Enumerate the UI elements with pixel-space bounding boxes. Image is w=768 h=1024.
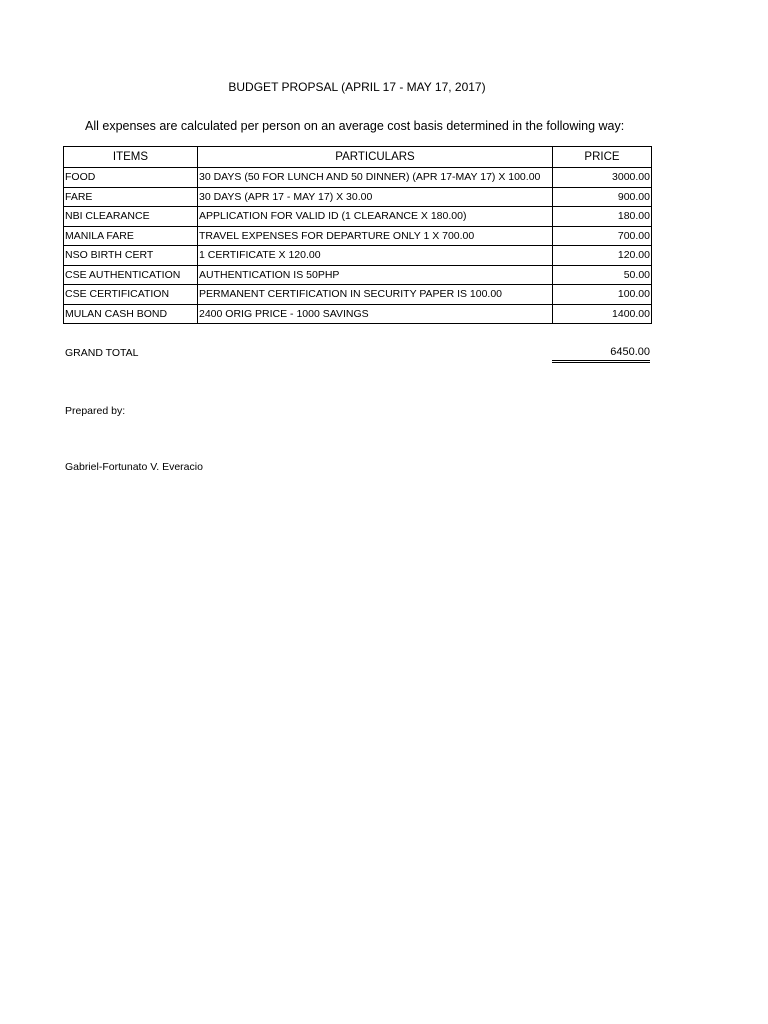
particulars-cell: AUTHENTICATION IS 50PHP — [198, 265, 553, 285]
table-row — [64, 265, 652, 285]
table-row — [64, 207, 652, 227]
particulars-cell: 30 DAYS (50 FOR LUNCH AND 50 DINNER) (APR 17-MAY 17) X 100.00 — [198, 168, 553, 188]
prepared-by-label: Prepared by: — [65, 405, 126, 417]
item-cell: NBI CLEARANCE — [64, 207, 198, 227]
item-cell: NSO BIRTH CERT — [64, 246, 198, 266]
price-cell: 3000.00 — [553, 168, 652, 188]
header-items: ITEMS — [64, 147, 198, 168]
table-row — [64, 168, 652, 188]
particulars-cell: APPLICATION FOR VALID ID (1 CLEARANCE X 180.00) — [198, 207, 553, 227]
particulars-cell: 30 DAYS (APR 17 - MAY 17) X 30.00 — [198, 187, 553, 207]
price-cell: 1400.00 — [553, 304, 652, 324]
preparer-name: Gabriel-Fortunato V. Everacio — [65, 461, 203, 473]
document-title: BUDGET PROPSAL (APRIL 17 - MAY 17, 2017) — [228, 80, 486, 94]
price-cell: 180.00 — [553, 207, 652, 227]
particulars-cell: 2400 ORIG PRICE - 1000 SAVINGS — [198, 304, 553, 324]
item-cell: FARE — [64, 187, 198, 207]
particulars-cell: PERMANENT CERTIFICATION IN SECURITY PAPER IS 100.00 — [198, 285, 553, 305]
price-cell: 100.00 — [553, 285, 652, 305]
particulars-cell: TRAVEL EXPENSES FOR DEPARTURE ONLY 1 X 700.00 — [198, 226, 553, 246]
item-cell: MULAN CASH BOND — [64, 304, 198, 324]
price-cell: 700.00 — [553, 226, 652, 246]
price-cell: 50.00 — [553, 265, 652, 285]
budget-table — [63, 146, 652, 324]
table-row — [64, 285, 652, 305]
header-price: PRICE — [553, 147, 652, 168]
item-cell: MANILA FARE — [64, 226, 198, 246]
item-cell: CSE CERTIFICATION — [64, 285, 198, 305]
table-row — [64, 226, 652, 246]
price-cell: 120.00 — [553, 246, 652, 266]
grand-total-label: GRAND TOTAL — [65, 347, 139, 359]
table-row — [64, 304, 652, 324]
item-cell: FOOD — [64, 168, 198, 188]
table-header-row — [64, 147, 652, 168]
price-cell: 900.00 — [553, 187, 652, 207]
grand-total-value: 6450.00 — [552, 346, 650, 363]
header-particulars: PARTICULARS — [198, 147, 553, 168]
intro-text: All expenses are calculated per person on an average cost basis determined in the following way: — [85, 119, 625, 133]
item-cell: CSE AUTHENTICATION — [64, 265, 198, 285]
table-row — [64, 187, 652, 207]
particulars-cell: 1 CERTIFICATE X 120.00 — [198, 246, 553, 266]
table-row — [64, 246, 652, 266]
